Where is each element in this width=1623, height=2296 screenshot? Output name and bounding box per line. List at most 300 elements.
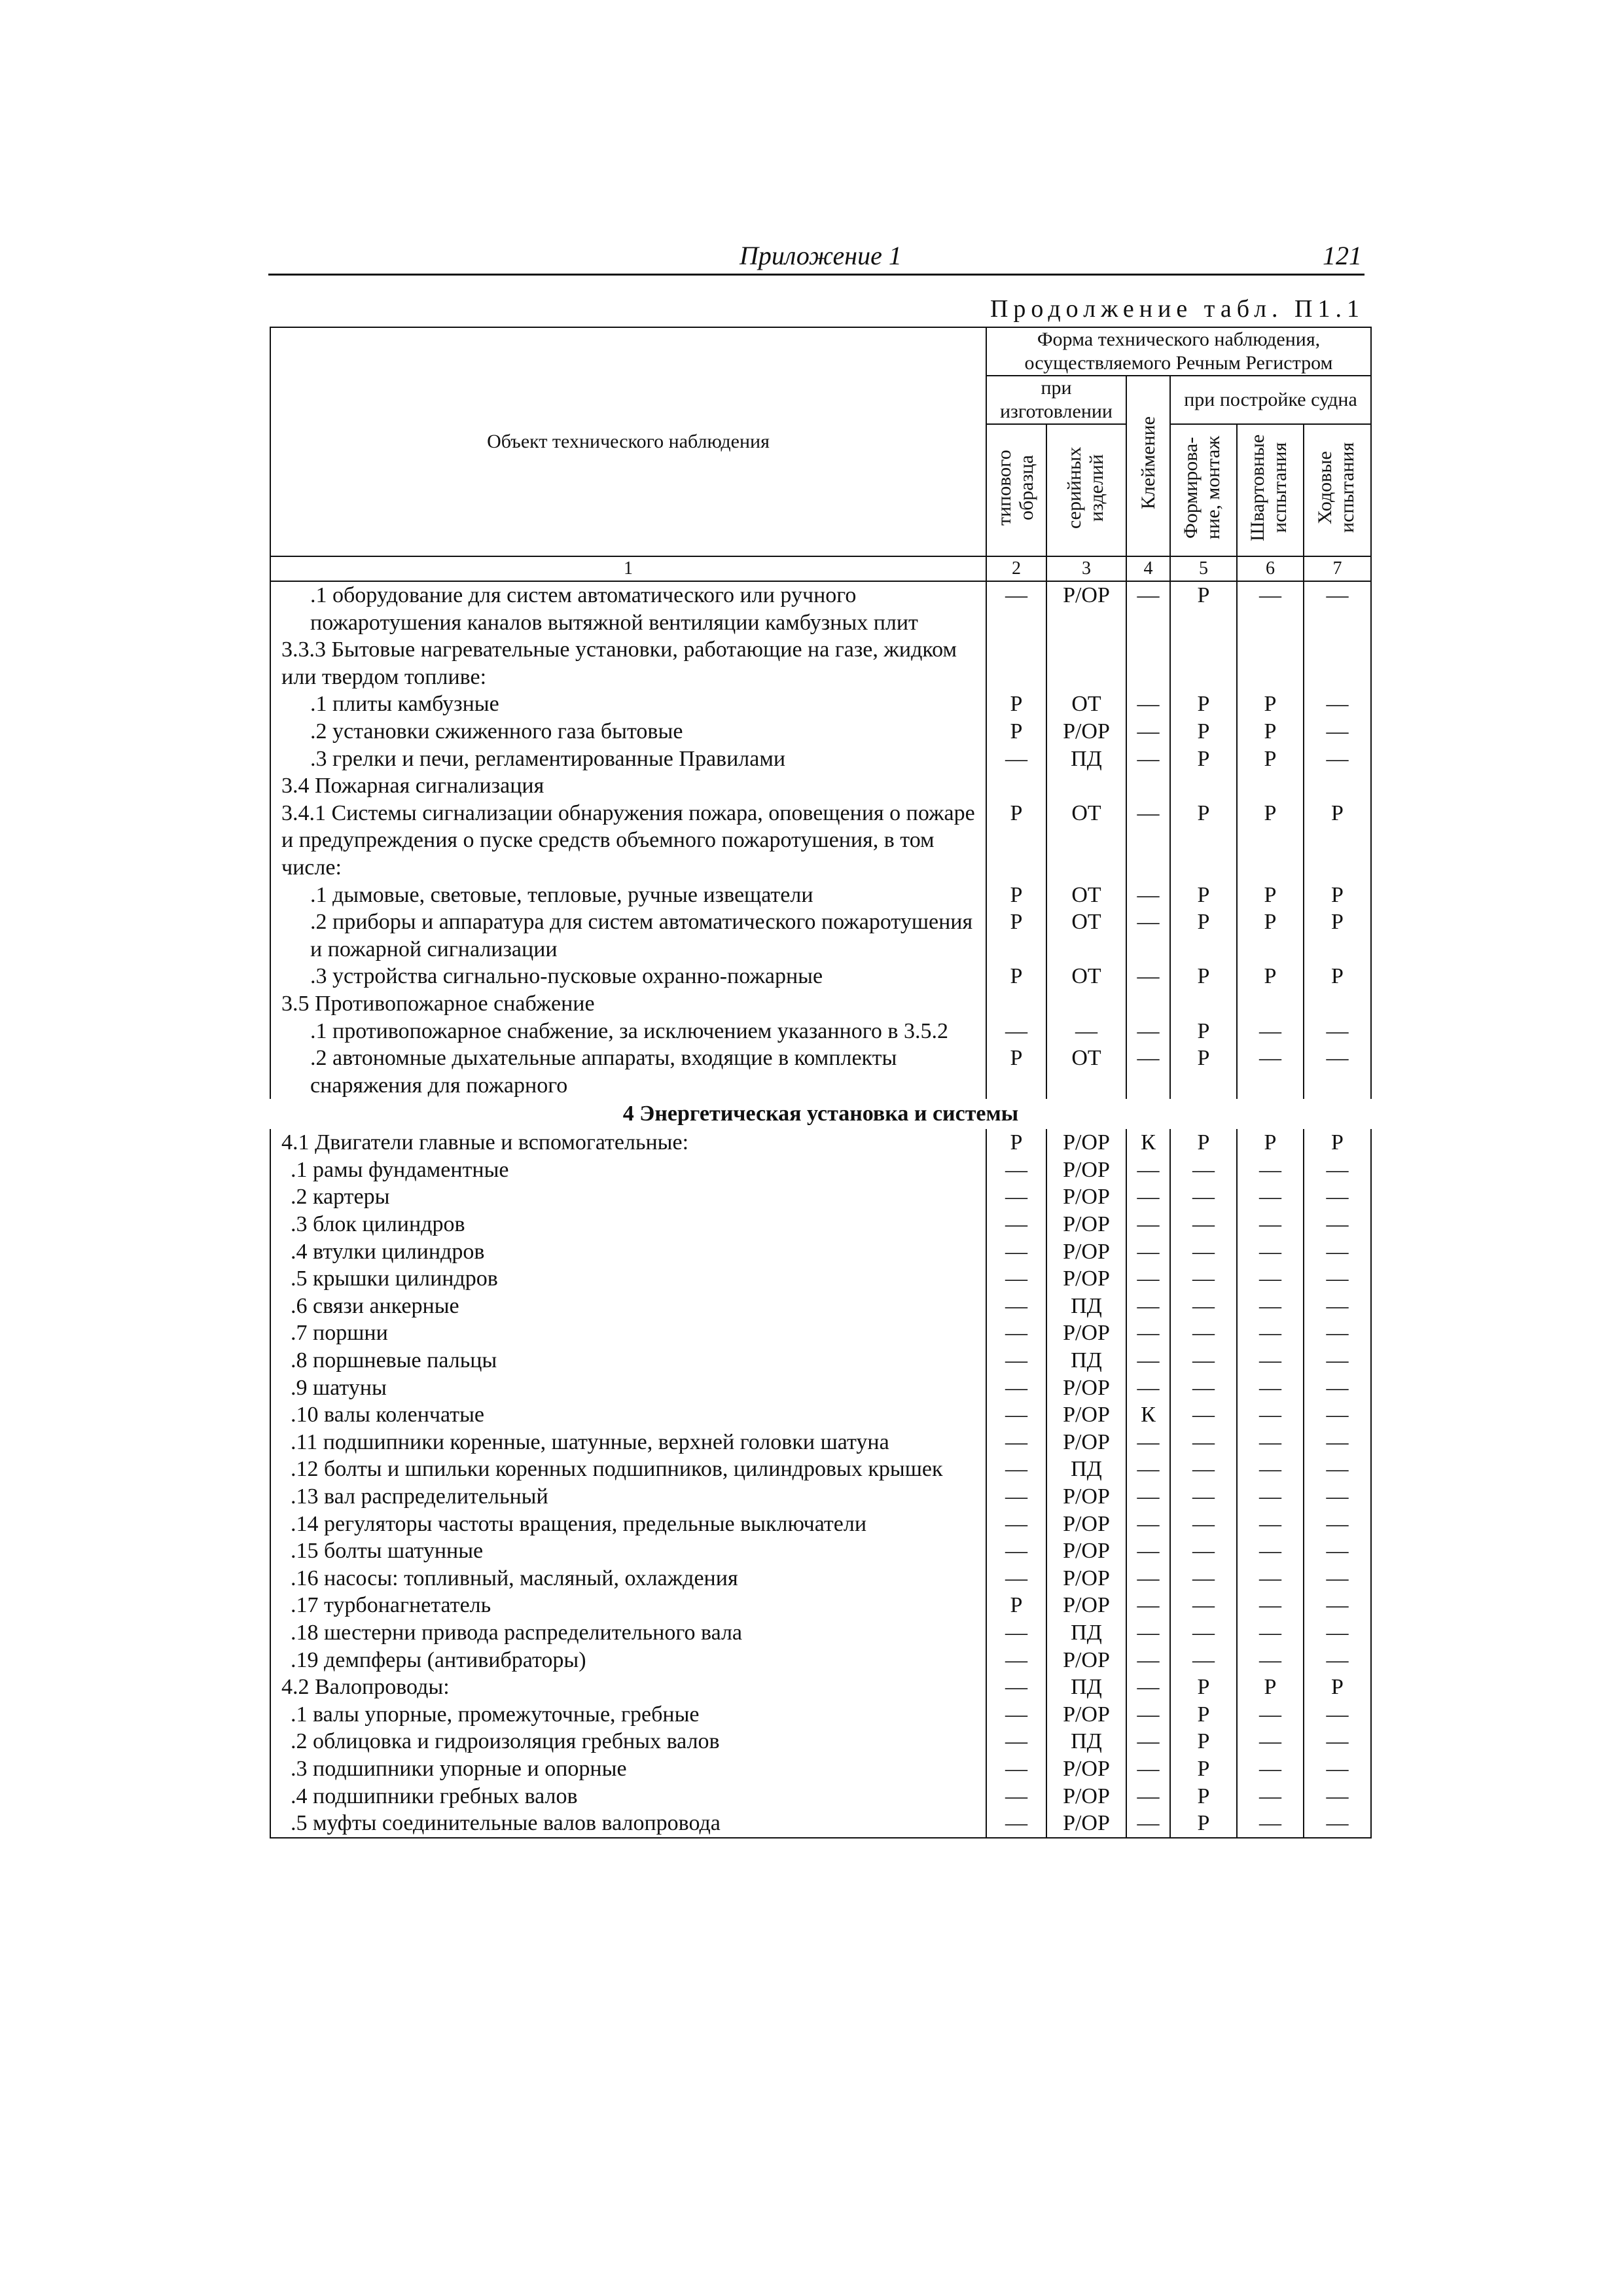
object-cell: .9 шатуны	[270, 1374, 986, 1402]
object-cell: 3.4.1 Системы сигнализации обнаружения пожара, оповещения о пожаре и предупреждения о пуске средств объемного пожаротушения, в том числе:	[270, 800, 986, 882]
table-row	[270, 1018, 1371, 1045]
column-header-assembly: Формирова-ние, монтаж	[1170, 424, 1237, 556]
mark-cell: —	[1126, 1157, 1170, 1184]
mark-cell: —	[1304, 718, 1371, 745]
table-row	[270, 882, 1371, 909]
column-number: 4	[1126, 556, 1170, 581]
table-row	[270, 691, 1371, 718]
mark-cell: Р/ОР	[1046, 1810, 1126, 1838]
mark-cell: Р/ОР	[1046, 1565, 1126, 1592]
object-cell: .2 приборы и аппаратура для систем автоматического пожаротушения и пожарной сигнализации	[270, 908, 986, 963]
mark-cell: —	[1126, 882, 1170, 909]
mark-cell: Р	[986, 963, 1046, 990]
mark-cell: —	[1170, 1592, 1237, 1619]
object-cell: .7 поршни	[270, 1319, 986, 1347]
table-row	[270, 718, 1371, 745]
mark-cell: —	[1237, 1211, 1304, 1238]
object-cell: .1 оборудование для систем автоматического или ручного пожаротушения каналов вытяжной вентиляции камбузных плит	[270, 581, 986, 636]
object-cell: .8 поршневые пальцы	[270, 1347, 986, 1374]
mark-cell: —	[1304, 1619, 1371, 1647]
table-header	[270, 327, 1371, 581]
table-row	[270, 1045, 1371, 1099]
mark-cell: —	[986, 1537, 1046, 1565]
mark-cell	[1304, 990, 1371, 1018]
table-row	[270, 1537, 1371, 1565]
mark-cell: Р/ОР	[1046, 1401, 1126, 1429]
mark-cell: ПД	[1046, 1674, 1126, 1701]
mark-cell: —	[1126, 1456, 1170, 1483]
mark-cell: Р	[1304, 800, 1371, 882]
mark-cell	[1170, 772, 1237, 800]
mark-cell: —	[1237, 1728, 1304, 1755]
mark-cell: —	[1237, 1701, 1304, 1729]
table-row	[270, 1728, 1371, 1755]
mark-cell: —	[1237, 1619, 1304, 1647]
table-row	[270, 1183, 1371, 1211]
object-cell: .18 шестерни привода распределительного вала	[270, 1619, 986, 1647]
mark-cell: —	[1304, 1456, 1371, 1483]
column-header-sea-trials: Ходовые испытания	[1304, 424, 1371, 556]
mark-cell: —	[1126, 691, 1170, 718]
mark-cell: ПД	[1046, 1619, 1126, 1647]
mark-cell: К	[1126, 1129, 1170, 1157]
mark-cell: ОТ	[1046, 691, 1126, 718]
mark-cell: —	[1170, 1511, 1237, 1538]
mark-cell: —	[1304, 1347, 1371, 1374]
mark-cell	[986, 990, 1046, 1018]
object-cell: .16 насосы: топливный, масляный, охлаждения	[270, 1565, 986, 1592]
mark-cell: —	[1170, 1211, 1237, 1238]
mark-cell: —	[986, 1728, 1046, 1755]
mark-cell: —	[1126, 1619, 1170, 1647]
table-body-power	[270, 1129, 1371, 1837]
mark-cell: Р/ОР	[1046, 1157, 1126, 1184]
mark-cell: —	[986, 1755, 1046, 1783]
object-cell: .2 автономные дыхательные аппараты, входящие в комплекты снаряжения для пожарного	[270, 1045, 986, 1099]
table-row	[270, 1755, 1371, 1783]
mark-cell: —	[1126, 963, 1170, 990]
mark-cell: —	[1304, 1157, 1371, 1184]
mark-cell: —	[1126, 1211, 1170, 1238]
mark-cell: —	[1304, 1183, 1371, 1211]
mark-cell: —	[1170, 1483, 1237, 1511]
mark-cell: Р	[1237, 800, 1304, 882]
mark-cell: —	[1304, 1045, 1371, 1099]
object-cell: .1 плиты камбузные	[270, 691, 986, 718]
mark-cell: —	[1237, 1157, 1304, 1184]
mark-cell: Р/ОР	[1046, 1592, 1126, 1619]
mark-cell: —	[1237, 1647, 1304, 1674]
mark-cell: —	[1304, 1701, 1371, 1729]
mark-cell: Р/ОР	[1046, 1537, 1126, 1565]
mark-cell: Р	[1237, 882, 1304, 909]
mark-cell: —	[1237, 1319, 1304, 1347]
mark-cell: —	[1304, 1647, 1371, 1674]
table-row	[270, 1783, 1371, 1810]
mark-cell: Р/ОР	[1046, 1755, 1126, 1783]
mark-cell	[1237, 636, 1304, 691]
table-row	[270, 1511, 1371, 1538]
mark-cell: —	[986, 1511, 1046, 1538]
mark-cell	[1046, 772, 1126, 800]
mark-cell: —	[1304, 1293, 1371, 1320]
mark-cell: Р	[1170, 1701, 1237, 1729]
object-cell: .4 подшипники гребных валов	[270, 1783, 986, 1810]
mark-cell: ПД	[1046, 1728, 1126, 1755]
mark-cell: —	[986, 1810, 1046, 1838]
mark-cell: —	[1170, 1265, 1237, 1293]
mark-cell	[1126, 636, 1170, 691]
mark-cell: К	[1126, 1401, 1170, 1429]
mark-cell: ОТ	[1046, 800, 1126, 882]
running-title: Приложение 1	[740, 241, 902, 270]
mark-cell: ПД	[1046, 1456, 1126, 1483]
mark-cell: —	[1170, 1347, 1237, 1374]
table-row	[270, 745, 1371, 773]
mark-cell: Р/ОР	[1046, 1129, 1126, 1157]
mark-cell: Р	[1170, 1728, 1237, 1755]
mark-cell: —	[986, 1456, 1046, 1483]
mark-cell	[1046, 636, 1126, 691]
object-cell: .4 втулки цилиндров	[270, 1238, 986, 1266]
mark-cell	[1304, 772, 1371, 800]
mark-cell: —	[1170, 1183, 1237, 1211]
mark-cell: ОТ	[1046, 1045, 1126, 1099]
mark-cell: —	[1126, 1674, 1170, 1701]
mark-cell: Р	[1237, 718, 1304, 745]
column-header-mooring-tests: Швартовные испытания	[1237, 424, 1304, 556]
mark-cell: —	[1304, 1592, 1371, 1619]
mark-cell: Р	[1170, 691, 1237, 718]
column-number: 6	[1237, 556, 1304, 581]
mark-cell: Р/ОР	[1046, 1211, 1126, 1238]
mark-cell: —	[1126, 1511, 1170, 1538]
section-title: 4 Энергетическая установка и системы	[622, 1102, 1019, 1126]
mark-cell: Р	[1237, 963, 1304, 990]
mark-cell: —	[1304, 1810, 1371, 1838]
mark-cell: —	[1126, 1238, 1170, 1266]
mark-cell: —	[1126, 581, 1170, 636]
mark-cell: ПД	[1046, 745, 1126, 773]
object-cell: .5 крышки цилиндров	[270, 1265, 986, 1293]
mark-cell: —	[1237, 1592, 1304, 1619]
table-section	[270, 1099, 1371, 1129]
table-row	[270, 1293, 1371, 1320]
mark-cell: Р	[1170, 882, 1237, 909]
mark-cell: —	[1170, 1537, 1237, 1565]
mark-cell: Р/ОР	[1046, 1238, 1126, 1266]
mark-cell: Р	[1170, 1783, 1237, 1810]
table-row	[270, 1647, 1371, 1674]
mark-cell: —	[986, 1674, 1046, 1701]
object-cell: .19 демпферы (антивибраторы)	[270, 1647, 986, 1674]
object-cell: .2 облицовка и гидроизоляция гребных валов	[270, 1728, 986, 1755]
column-number: 1	[270, 556, 986, 581]
mark-cell: —	[1304, 1429, 1371, 1456]
object-cell: .6 связи анкерные	[270, 1293, 986, 1320]
mark-cell: —	[986, 1429, 1046, 1456]
column-number: 3	[1046, 556, 1126, 581]
mark-cell: —	[986, 1183, 1046, 1211]
mark-cell: Р	[1237, 1129, 1304, 1157]
object-cell: 3.3.3 Бытовые нагревательные установки, работающие на газе, жидком или твердом топливе:	[270, 636, 986, 691]
column-header-marking: Клеймение	[1126, 376, 1170, 556]
mark-cell: —	[1170, 1456, 1237, 1483]
object-cell: .11 подшипники коренные, шатунные, верхней головки шатуна	[270, 1429, 986, 1456]
mark-cell	[1237, 990, 1304, 1018]
object-cell: .1 валы упорные, промежуточные, гребные	[270, 1701, 986, 1729]
mark-cell: —	[1126, 1183, 1170, 1211]
mark-cell: Р	[986, 718, 1046, 745]
mark-cell: —	[1170, 1293, 1237, 1320]
mark-cell	[1170, 636, 1237, 691]
mark-cell: —	[986, 1238, 1046, 1266]
column-number: 5	[1170, 556, 1237, 581]
object-cell: .1 противопожарное снабжение, за исключением указанного в 3.5.2	[270, 1018, 986, 1045]
mark-cell: —	[1304, 1728, 1371, 1755]
table-row	[270, 1565, 1371, 1592]
mark-cell: —	[1126, 800, 1170, 882]
mark-cell: Р	[1170, 800, 1237, 882]
column-number: 2	[986, 556, 1046, 581]
mark-cell: ОТ	[1046, 882, 1126, 909]
table-row	[270, 1592, 1371, 1619]
mark-cell: —	[986, 1701, 1046, 1729]
mark-cell: —	[986, 1483, 1046, 1511]
mark-cell: —	[1170, 1619, 1237, 1647]
mark-cell: —	[1237, 1483, 1304, 1511]
mark-cell: —	[1126, 1018, 1170, 1045]
mark-cell: —	[1046, 1018, 1126, 1045]
mark-cell: —	[986, 1347, 1046, 1374]
column-number: 7	[1304, 556, 1371, 581]
mark-cell: —	[1237, 1537, 1304, 1565]
mark-cell: —	[1237, 1511, 1304, 1538]
mark-cell: —	[1126, 1647, 1170, 1674]
mark-cell: —	[1304, 1755, 1371, 1783]
mark-cell: —	[1304, 691, 1371, 718]
column-header-serial: серийных изделий	[1046, 424, 1126, 556]
table-row	[270, 1374, 1371, 1402]
mark-cell: —	[1304, 1537, 1371, 1565]
mark-cell: Р/ОР	[1046, 1183, 1126, 1211]
table-row	[270, 1238, 1371, 1266]
mark-cell: —	[1126, 745, 1170, 773]
column-numbers-row	[270, 556, 1371, 581]
mark-cell: —	[986, 1619, 1046, 1647]
mark-cell: Р	[1170, 1045, 1237, 1099]
mark-cell: Р/ОР	[1046, 1319, 1126, 1347]
mark-cell: —	[1126, 1592, 1170, 1619]
mark-cell: Р/ОР	[1046, 718, 1126, 745]
object-cell: .3 грелки и печи, регламентированные Правилами	[270, 745, 986, 773]
mark-cell: Р	[986, 1045, 1046, 1099]
mark-cell: —	[1304, 1018, 1371, 1045]
mark-cell: Р	[1170, 908, 1237, 963]
mark-cell: —	[986, 1018, 1046, 1045]
mark-cell: —	[1126, 1265, 1170, 1293]
object-cell: .3 подшипники упорные и опорные	[270, 1755, 986, 1783]
mark-cell: —	[1304, 581, 1371, 636]
mark-cell: —	[1304, 1511, 1371, 1538]
object-cell: .3 устройства сигнально-пусковые охранно-пожарные	[270, 963, 986, 990]
mark-cell: —	[1304, 1265, 1371, 1293]
table-row	[270, 1810, 1371, 1838]
mark-cell: Р	[1170, 1674, 1237, 1701]
mark-cell: —	[1237, 1755, 1304, 1783]
mark-cell: —	[1126, 1810, 1170, 1838]
mark-cell: —	[1304, 1783, 1371, 1810]
mark-cell: —	[986, 581, 1046, 636]
mark-cell: Р/ОР	[1046, 1783, 1126, 1810]
mark-cell: —	[1126, 1755, 1170, 1783]
mark-cell: —	[1304, 1238, 1371, 1266]
mark-cell: —	[1304, 1483, 1371, 1511]
mark-cell	[1304, 636, 1371, 691]
mark-cell: —	[1126, 908, 1170, 963]
object-cell: .10 валы коленчатые	[270, 1401, 986, 1429]
mark-cell: Р	[1170, 745, 1237, 773]
object-cell: .2 установки сжиженного газа бытовые	[270, 718, 986, 745]
mark-cell: —	[1126, 1701, 1170, 1729]
mark-cell: —	[1237, 1783, 1304, 1810]
mark-cell: —	[1126, 1347, 1170, 1374]
mark-cell: Р/ОР	[1046, 581, 1126, 636]
mark-cell: Р	[986, 882, 1046, 909]
mark-cell: Р	[1304, 908, 1371, 963]
mark-cell: —	[1170, 1374, 1237, 1402]
column-group-title: Форма технического наблюдения, осуществляемого Речным Регистром	[986, 327, 1371, 376]
mark-cell: Р	[986, 691, 1046, 718]
mark-cell	[1126, 990, 1170, 1018]
column-header-type-sample: типового образца	[986, 424, 1046, 556]
mark-cell: Р/ОР	[1046, 1483, 1126, 1511]
table-row	[270, 581, 1371, 636]
mark-cell: —	[986, 1783, 1046, 1810]
mark-cell: Р	[1237, 1674, 1304, 1701]
mark-cell: —	[1170, 1319, 1237, 1347]
mark-cell: —	[1237, 1347, 1304, 1374]
table-body-fire	[270, 581, 1371, 1099]
mark-cell: Р	[1304, 882, 1371, 909]
mark-cell: —	[986, 1319, 1046, 1347]
column-group-manufacture: при изготовлении	[986, 376, 1126, 424]
mark-cell: —	[1126, 718, 1170, 745]
mark-cell: —	[1237, 1456, 1304, 1483]
mark-cell: —	[1237, 1374, 1304, 1402]
column-header-object: Объект технического наблюдения	[270, 327, 986, 556]
mark-cell: Р	[1170, 1129, 1237, 1157]
mark-cell: —	[1304, 745, 1371, 773]
table-row	[270, 1211, 1371, 1238]
table-row	[270, 636, 1371, 691]
mark-cell: ОТ	[1046, 963, 1126, 990]
mark-cell: —	[1237, 1045, 1304, 1099]
mark-cell: Р	[1237, 691, 1304, 718]
mark-cell: —	[1237, 1265, 1304, 1293]
mark-cell: —	[986, 1401, 1046, 1429]
mark-cell: —	[1237, 1810, 1304, 1838]
mark-cell: Р/ОР	[1046, 1647, 1126, 1674]
object-cell: .1 рамы фундаментные	[270, 1157, 986, 1184]
column-group-construction: при постройке судна	[1170, 376, 1371, 424]
mark-cell: —	[1237, 1183, 1304, 1211]
table-row	[270, 1429, 1371, 1456]
mark-cell: —	[986, 1647, 1046, 1674]
mark-cell: —	[1126, 1537, 1170, 1565]
object-cell: .13 вал распределительный	[270, 1483, 986, 1511]
object-cell: .12 болты и шпильки коренных подшипников, цилиндровых крышек	[270, 1456, 986, 1483]
mark-cell: —	[1126, 1565, 1170, 1592]
mark-cell: —	[986, 1265, 1046, 1293]
mark-cell: —	[1237, 1401, 1304, 1429]
mark-cell: —	[1126, 1483, 1170, 1511]
mark-cell	[1126, 772, 1170, 800]
mark-cell: Р	[1237, 908, 1304, 963]
mark-cell: —	[1304, 1401, 1371, 1429]
mark-cell	[1237, 772, 1304, 800]
mark-cell: Р	[1304, 1129, 1371, 1157]
mark-cell	[1046, 990, 1126, 1018]
mark-cell: —	[1170, 1647, 1237, 1674]
mark-cell: —	[1237, 1429, 1304, 1456]
table-row	[270, 1701, 1371, 1729]
table-row	[270, 1401, 1371, 1429]
mark-cell: —	[1126, 1728, 1170, 1755]
table-row	[270, 1265, 1371, 1293]
mark-cell: Р	[1170, 581, 1237, 636]
mark-cell: ПД	[1046, 1347, 1126, 1374]
mark-cell	[986, 636, 1046, 691]
table-row	[270, 772, 1371, 800]
table-row	[270, 1347, 1371, 1374]
page-number: 121	[1323, 241, 1362, 270]
table-row	[270, 1319, 1371, 1347]
object-cell: 4.2 Валопроводы:	[270, 1674, 986, 1701]
mark-cell: Р	[986, 1592, 1046, 1619]
table-row	[270, 1674, 1371, 1701]
mark-cell	[986, 772, 1046, 800]
table-row	[270, 963, 1371, 990]
object-cell: .1 дымовые, световые, тепловые, ручные извещатели	[270, 882, 986, 909]
observation-table	[270, 327, 1372, 1839]
mark-cell: —	[1237, 1018, 1304, 1045]
mark-cell: —	[1237, 1565, 1304, 1592]
mark-cell: Р/ОР	[1046, 1701, 1126, 1729]
mark-cell: —	[1304, 1211, 1371, 1238]
mark-cell: —	[986, 1565, 1046, 1592]
mark-cell: —	[1170, 1157, 1237, 1184]
mark-cell: Р/ОР	[1046, 1429, 1126, 1456]
mark-cell: Р	[1170, 718, 1237, 745]
table-row	[270, 1129, 1371, 1157]
mark-cell: —	[1126, 1783, 1170, 1810]
mark-cell: —	[1304, 1319, 1371, 1347]
mark-cell: —	[1237, 581, 1304, 636]
object-cell: 4.1 Двигатели главные и вспомогательные:	[270, 1129, 986, 1157]
mark-cell: Р	[986, 800, 1046, 882]
mark-cell: Р	[1170, 1810, 1237, 1838]
mark-cell: —	[1170, 1565, 1237, 1592]
mark-cell: —	[1126, 1045, 1170, 1099]
object-cell: 3.5 Противопожарное снабжение	[270, 990, 986, 1018]
mark-cell: —	[1237, 1293, 1304, 1320]
object-cell: .5 муфты соединительные валов валопровода	[270, 1810, 986, 1838]
table-row	[270, 908, 1371, 963]
table-row	[270, 1619, 1371, 1647]
object-cell: .14 регуляторы частоты вращения, предельные выключатели	[270, 1511, 986, 1538]
mark-cell: Р	[1170, 963, 1237, 990]
